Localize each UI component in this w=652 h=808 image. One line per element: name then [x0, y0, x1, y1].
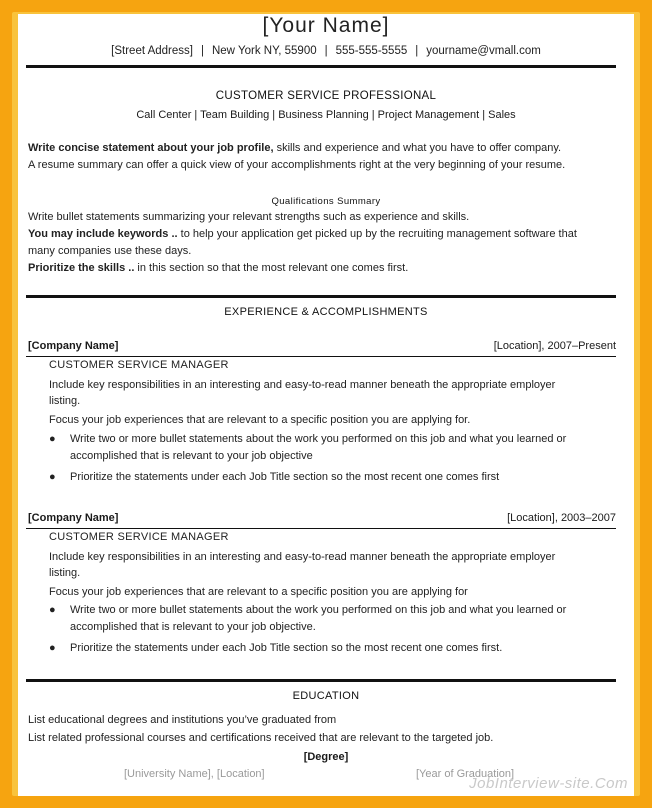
- phone-number: 555-555-5555: [335, 45, 408, 57]
- job-1-title: CUSTOMER SERVICE MANAGER: [49, 359, 229, 371]
- bullet-dot-icon: ●: [49, 604, 56, 616]
- job-2-focus: Focus your job experiences that are relevant to a specific position you are applying for: [49, 586, 468, 598]
- job-2-divider: [26, 528, 616, 529]
- education-line-2: List related professional courses and certifications received that are relevant to the targeted job.: [28, 732, 494, 744]
- street-address: [Street Address]: [111, 45, 193, 57]
- job-1-location: [Location], 2007–Present: [493, 340, 616, 352]
- prioritize-bold: Prioritize the skills ..: [28, 262, 135, 274]
- bullet-dot-icon: ●: [49, 642, 56, 654]
- prioritize-rest: in this section so that the most relevant one comes first.: [134, 262, 409, 274]
- site-watermark: JobInterview-site.Com: [469, 775, 628, 792]
- skills-line: Call Center | Team Building | Business Planning | Project Management | Sales: [136, 109, 516, 121]
- job-1-desc-1: Include key responsibilities in an interesting and easy-to-read manner beneath the appropriate employer: [49, 379, 556, 391]
- job-2-company: [Company Name]: [28, 512, 119, 524]
- job-1-desc-2: listing.: [49, 395, 81, 407]
- summary-line-2: A resume summary can offer a quick view of your accomplishments right at the very beginning of your resume.: [28, 159, 566, 171]
- job-2-desc-2: listing.: [49, 567, 81, 579]
- qualifications-title: Qualifications Summary: [271, 196, 381, 207]
- job-2-bullet-1b: accomplished that is relevant to your job objective.: [70, 621, 316, 633]
- graduation-year: [Year of Graduation]: [416, 768, 515, 780]
- bullet-dot-icon: ●: [49, 471, 56, 483]
- education-line-1: List educational degrees and institutions you’ve graduated from: [28, 714, 337, 726]
- experience-divider: [26, 295, 616, 298]
- experience-title: EXPERIENCE & ACCOMPLISHMENTS: [224, 306, 428, 318]
- job-1-divider: [26, 356, 616, 357]
- job-1-bullet-1b: accomplished that is relevant to your job objective: [70, 450, 313, 462]
- resume-name: [Your Name]: [262, 14, 390, 37]
- qualifications-line-1: Write bullet statements summarizing your relevant strengths such as experience and skills.: [28, 211, 470, 223]
- job-1-bullet-2: Prioritize the statements under each Job Title section so the most recent one comes first: [70, 471, 500, 483]
- keywords-rest: to help your application get picked up by the recruiting management software that: [177, 228, 577, 240]
- job-2-bullet-2: Prioritize the statements under each Job Title section so the most recent one comes first.: [70, 642, 503, 654]
- qualifications-line-4: [28, 262, 408, 274]
- job-2-location: [Location], 2003–2007: [507, 512, 616, 524]
- keywords-bold: You may include keywords ..: [28, 228, 178, 240]
- job-1-company: [Company Name]: [28, 340, 119, 352]
- city-state: New York NY, 55900: [211, 45, 317, 57]
- qualifications-line-3: many companies use these days.: [28, 245, 192, 257]
- summary-line-1: [28, 142, 561, 154]
- job-2-header: [28, 512, 616, 524]
- job-1-focus: Focus your job experiences that are relevant to a specific position you are applying for.: [49, 414, 471, 426]
- job-1-bullet-1a: Write two or more bullet statements about the work you performed on this job and what you learned or: [70, 433, 567, 445]
- contact-line: [Street Address] | New York NY, 55900 | 555-555-5555 | yourname@vmall.com: [111, 45, 541, 57]
- summary-bold: Write concise statement about your job profile,: [28, 142, 274, 154]
- job-2-desc-1: Include key responsibilities in an interesting and easy-to-read manner beneath the appropriate employer: [49, 551, 556, 563]
- job-1-header: [28, 340, 616, 352]
- resume-page: [18, 14, 634, 796]
- qualifications-line-2: [28, 228, 577, 240]
- job-2-bullet-1a: Write two or more bullet statements about the work you performed on this job and what you learned or: [70, 604, 567, 616]
- profile-title: CUSTOMER SERVICE PROFESSIONAL: [215, 90, 437, 102]
- university-location: [University Name], [Location]: [124, 768, 265, 780]
- bullet-dot-icon: ●: [49, 433, 56, 445]
- header-divider: [26, 65, 616, 68]
- summary-rest: skills and experience and what you have to offer company.: [273, 142, 562, 154]
- education-title: EDUCATION: [292, 690, 360, 702]
- degree: [Degree]: [303, 751, 349, 763]
- job-2-title: CUSTOMER SERVICE MANAGER: [49, 531, 229, 543]
- email-address: yourname@vmall.com: [426, 45, 541, 57]
- education-divider: [26, 679, 616, 682]
